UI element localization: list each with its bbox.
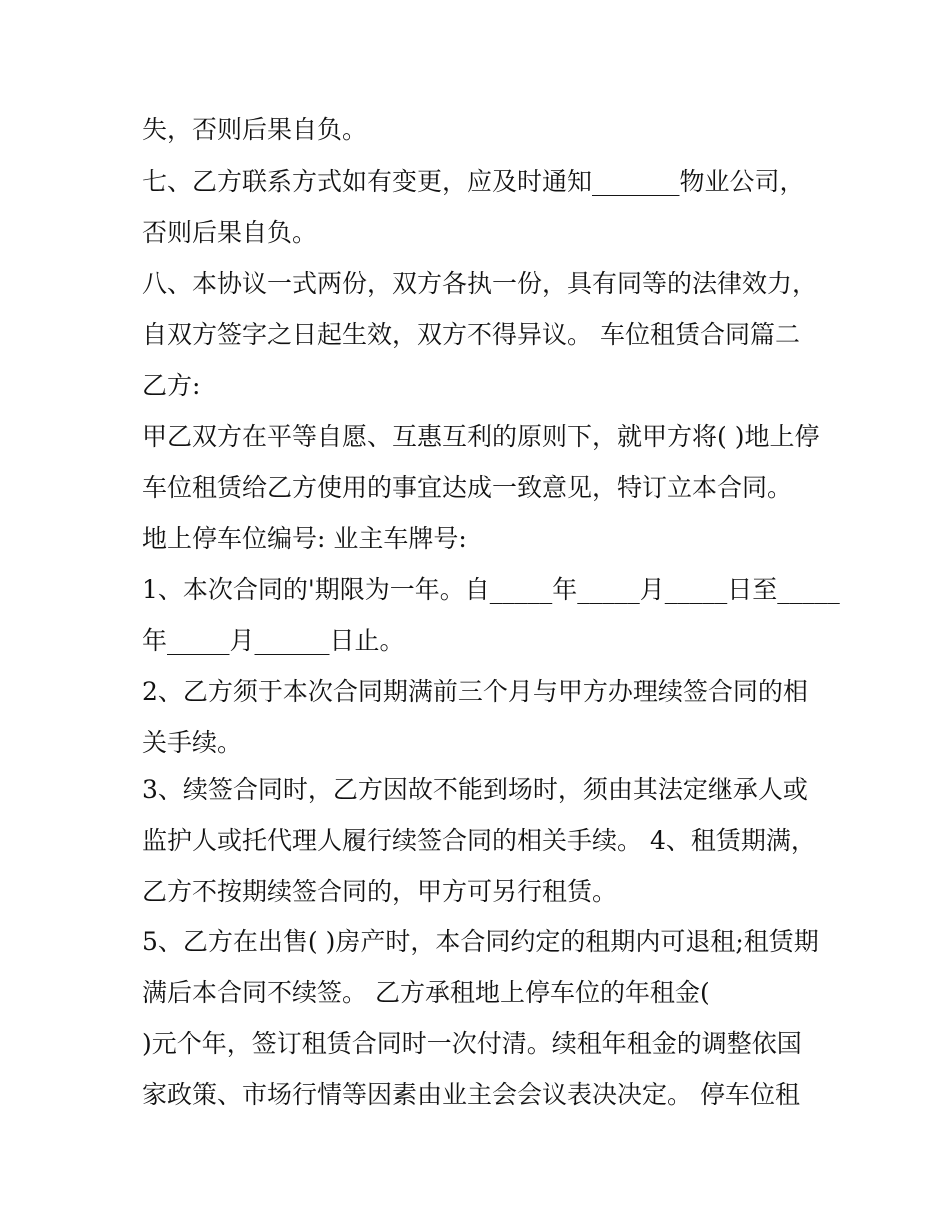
text-line: 失，否则后果自负。 [142,115,368,144]
text-line: 自双方签字之日起生效，双方不得异议。 车位租赁合同篇二 [142,320,800,349]
text-line: 3、续签合同时，乙方因故不能到场时，须由其法定继承人或 [142,775,808,804]
text-line: 乙方不按期续签合同的，甲方可另行租赁。 [142,877,618,906]
text-line: 七、乙方联系方式如有变更，应及时通知_______物业公司， [142,167,805,196]
text-line: 关手续。 [142,728,243,757]
text-line: 监护人或托代理人履行续签合同的相关手续。 4、租赁期满， [142,826,816,855]
text-line: 年_____月______日止。 [142,626,405,655]
text-line: 乙方: [142,371,201,400]
text-line: 八、本协议一式两份，双方各执一份，具有同等的法律效力， [142,269,818,298]
text-line: )元个年，签订租赁合同时一次付清。续租年租金的调整依国 [142,1029,802,1058]
text-line: 否则后果自负。 [142,218,318,247]
text-line: 满后本合同不续签。 乙方承租地上停车位的年租金( [142,978,710,1007]
text-line: 家政策、市场行情等因素由业主会会议表决决定。 停车位租 [142,1080,800,1109]
text-line: 甲乙双方在平等自愿、互惠互利的原则下，就甲方将( )地上停 [142,422,820,451]
text-line: 5、乙方在出售( )房产时，本合同约定的租期内可退租;租赁期 [142,927,819,956]
text-line: 地上停车位编号: 业主车牌号: [142,524,467,553]
text-line: 车位租赁给乙方使用的事宜达成一致意见，特订立本合同。 [142,473,793,502]
text-line: 2、乙方须于本次合同期满前三个月与甲方办理续签合同的相 [142,677,808,706]
text-line: 1、本次合同的'期限为一年。自_____年_____月_____日至_____ [142,575,840,604]
